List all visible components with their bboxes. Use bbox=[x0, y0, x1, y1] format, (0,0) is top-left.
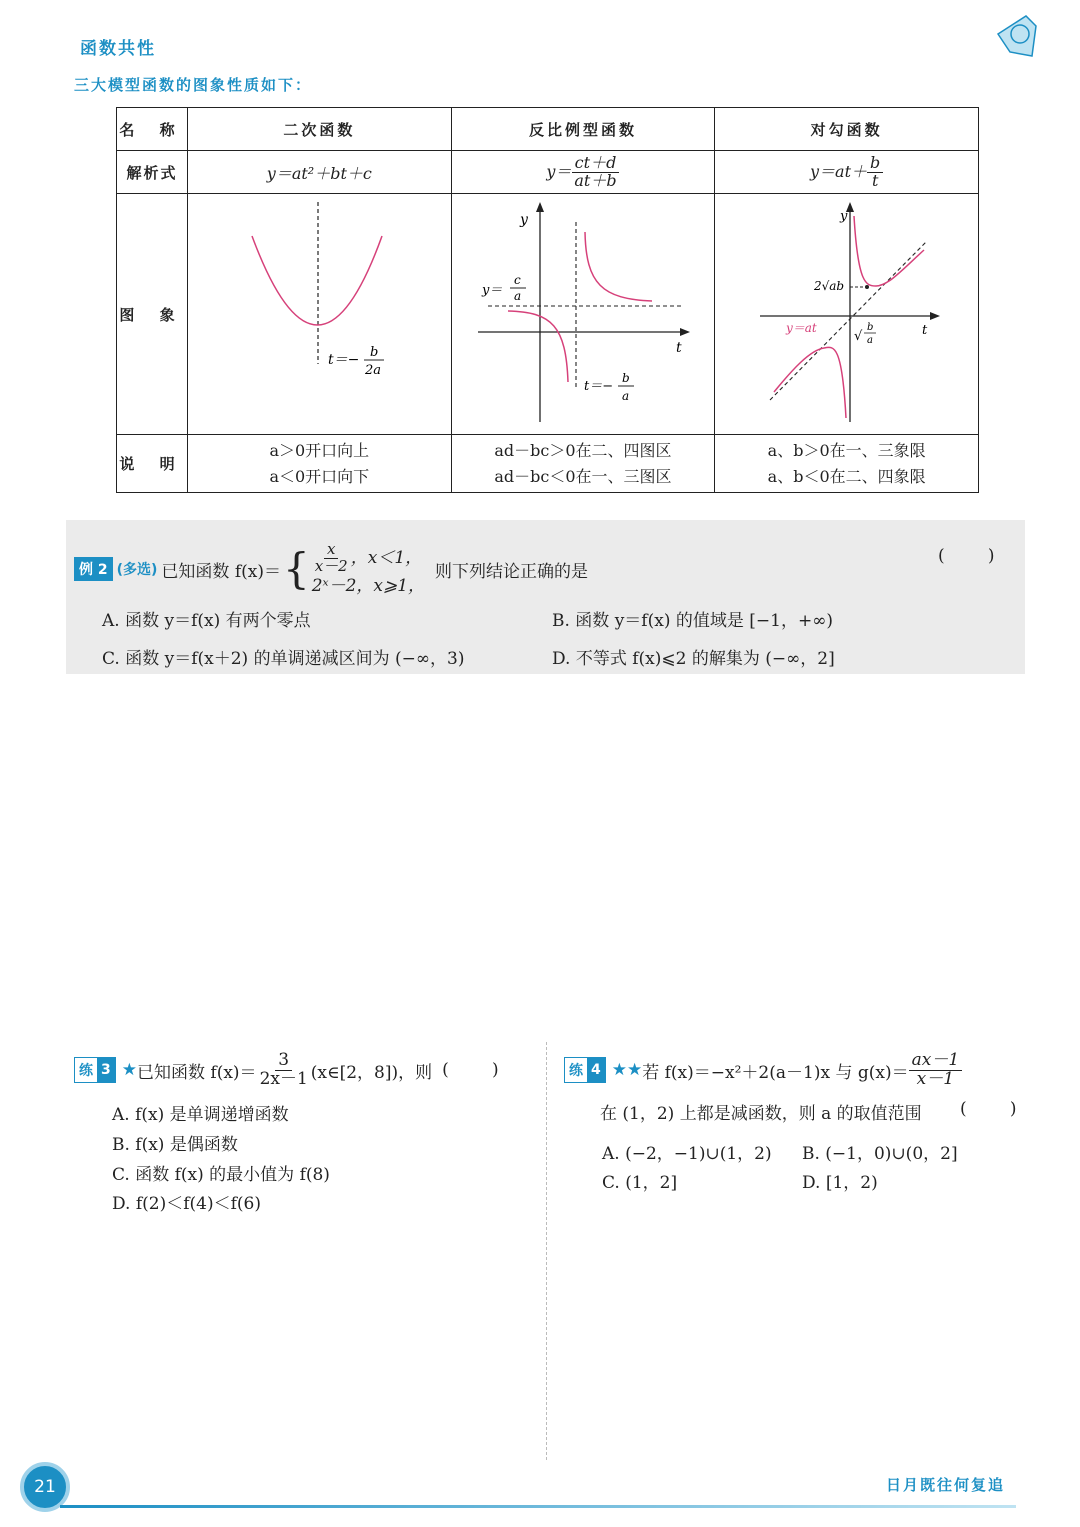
graph-inverse bbox=[452, 194, 714, 430]
graph-quadratic-axis-label: t＝− bbox=[328, 352, 360, 368]
graph-nike-x-den: a bbox=[866, 335, 873, 346]
footer-slogan: 日月既往何复追 bbox=[886, 1476, 1006, 1494]
desc-nike-line: a、b＜0在二、四象限 bbox=[767, 466, 926, 486]
graph-nike-cell bbox=[715, 194, 979, 435]
graph-nike-min-label: 2√ab bbox=[813, 279, 844, 293]
formula-inverse-num: ct＋d bbox=[572, 155, 620, 173]
formula-nike-num: b bbox=[867, 155, 883, 173]
graph-inverse-h-num: c bbox=[513, 273, 521, 287]
practice-4-lead: 若 f(x)＝−x²＋2(a－1)x 与 g(x)＝ bbox=[642, 1062, 909, 1083]
practice-4-option-a: A. (−2，−1)∪(1，2) bbox=[602, 1144, 772, 1164]
col-header-quadratic: 二次函数 bbox=[188, 108, 452, 151]
graph-quadratic-cell bbox=[188, 194, 452, 435]
formula-inverse-den: at＋b bbox=[574, 170, 617, 190]
graph-nike bbox=[716, 194, 978, 430]
page-number: 21 bbox=[34, 1477, 56, 1497]
example-2-stem bbox=[74, 542, 588, 597]
model-functions-table bbox=[116, 107, 979, 493]
graph-nike-line-label: y＝at bbox=[785, 321, 817, 335]
practice-3-fraction: $\frac{3}{2x-1}$ bbox=[259, 1050, 308, 1089]
graph-inverse-y-label: y bbox=[519, 212, 528, 228]
logo bbox=[996, 12, 1040, 60]
formula-nike: y＝at＋ $\frac{b}{t}$ bbox=[715, 151, 979, 194]
example-2-option-a: A. 函数 y＝f(x) 有两个零点 bbox=[102, 611, 311, 631]
example-2-tag: (多选) bbox=[116, 562, 158, 579]
row-header-graph: 图 象 bbox=[117, 194, 188, 435]
example-2-option-d: D. 不等式 f(x)⩽2 的解集为 (−∞，2] bbox=[552, 649, 835, 669]
desc-quadratic-line: a＞0开口向上 bbox=[269, 440, 370, 460]
practice-3-lead: 已知函数 f(x)＝ bbox=[137, 1062, 257, 1083]
col-header-inverse: 反比例型函数 bbox=[451, 108, 715, 151]
practice-4-stem bbox=[564, 1052, 962, 1089]
formula-quadratic: y＝at²＋bt＋c bbox=[188, 151, 452, 194]
logo-icon bbox=[996, 12, 1040, 60]
practice-3-option-a: A. f(x) 是单调递增函数 bbox=[112, 1105, 289, 1125]
practice-4-paren: ( ) bbox=[960, 1099, 1017, 1119]
example-2-option-c: C. 函数 y＝f(x＋2) 的单调递减区间为 (−∞，3) bbox=[102, 649, 465, 669]
example-2-case-1: $\frac{x}{x-2}$ ，x＜1， bbox=[314, 540, 423, 575]
desc-inverse-line: ad－bc＞0在二、四图区 bbox=[494, 440, 672, 460]
example-2-brace: { bbox=[282, 544, 310, 594]
practice-4-badge: 练 4 bbox=[564, 1057, 606, 1083]
practice-3-option-c: C. 函数 f(x) 的最小值为 f(8) bbox=[112, 1165, 330, 1185]
example-2-option-b: B. 函数 y＝f(x) 的值域是 [−1，+∞) bbox=[552, 611, 833, 631]
graph-inverse-h-prefix: y＝ bbox=[481, 283, 503, 298]
desc-inverse bbox=[451, 435, 715, 493]
graph-nike-x-num: b bbox=[866, 322, 874, 333]
graph-nike-t-label: t bbox=[921, 323, 927, 338]
desc-nike bbox=[715, 435, 979, 493]
formula-nike-den: t bbox=[871, 170, 879, 190]
graph-nike-root-sign: √ bbox=[853, 329, 862, 344]
desc-quadratic bbox=[188, 435, 452, 493]
example-2-answer-paren: ( ) bbox=[938, 546, 995, 566]
graph-inverse-h-den: a bbox=[513, 289, 522, 303]
graph-quadratic-axis-den: 2a bbox=[365, 363, 382, 378]
practice-4-line-2: 在 (1，2) 上都是减函数，则 a 的取值范围 bbox=[600, 1104, 922, 1124]
graph-inverse-v-prefix: t＝− bbox=[583, 379, 614, 394]
column-divider bbox=[546, 1042, 547, 1460]
col-header-nike: 对勾函数 bbox=[715, 108, 979, 151]
graph-inverse-cell bbox=[451, 194, 715, 435]
graph-inverse-v-num: b bbox=[621, 371, 630, 385]
graph-inverse-v-den: a bbox=[621, 389, 630, 403]
practice-3-stars: ★ bbox=[121, 1060, 137, 1081]
practice-3-tail: (x∈[2，8])，则 bbox=[310, 1062, 433, 1083]
row-header-name: 名 称 bbox=[117, 108, 188, 151]
practice-3-badge: 练 3 bbox=[74, 1057, 116, 1083]
practice-3-option-b: B. f(x) 是偶函数 bbox=[112, 1135, 238, 1155]
desc-nike-line: a、b＞0在一、三象限 bbox=[767, 440, 926, 460]
practice-4-option-b: B. (−1，0)∪(0，2] bbox=[802, 1144, 958, 1164]
graph-quadratic-axis-num: b bbox=[370, 345, 379, 360]
practice-3-stem bbox=[74, 1052, 499, 1089]
example-2-badge: 例 2 bbox=[74, 557, 113, 581]
graph-inverse-t-label: t bbox=[675, 340, 682, 356]
desc-inverse-line: ad－bc＜0在一、三图区 bbox=[494, 466, 672, 486]
example-2-cases bbox=[312, 542, 425, 597]
row-header-desc: 说 明 bbox=[117, 435, 188, 493]
example-2-tail: 则下列结论正确的是 bbox=[435, 561, 589, 582]
practice-4-stars: ★★ bbox=[611, 1060, 643, 1081]
section-intro: 三大模型函数的图象性质如下： bbox=[74, 76, 313, 94]
example-2-panel bbox=[66, 520, 1025, 674]
desc-quadratic-line: a＜0开口向下 bbox=[269, 466, 370, 486]
example-2-lead: 已知函数 f(x)＝ bbox=[161, 561, 281, 582]
practice-4-fraction: $\frac{ax-1}{x-1}$ bbox=[909, 1052, 963, 1089]
graph-quadratic bbox=[188, 194, 450, 430]
formula-inverse: y＝ $\frac{ct+d}{at+b}$ bbox=[451, 151, 715, 194]
practice-3-option-d: D. f(2)＜f(4)＜f(6) bbox=[112, 1194, 261, 1214]
practice-3-paren: ( ) bbox=[442, 1060, 499, 1081]
practice-4-option-d: D. [1，2) bbox=[802, 1173, 878, 1193]
footer-rule bbox=[60, 1505, 1016, 1508]
page-header-title: 函数共性 bbox=[80, 39, 156, 59]
practice-4-option-c: C. (1，2] bbox=[602, 1173, 678, 1193]
example-2-case-2: 2ˣ－2，x⩾1， bbox=[311, 575, 426, 596]
row-header-formula: 解析式 bbox=[117, 151, 188, 194]
graph-nike-y-label: y bbox=[839, 209, 848, 224]
